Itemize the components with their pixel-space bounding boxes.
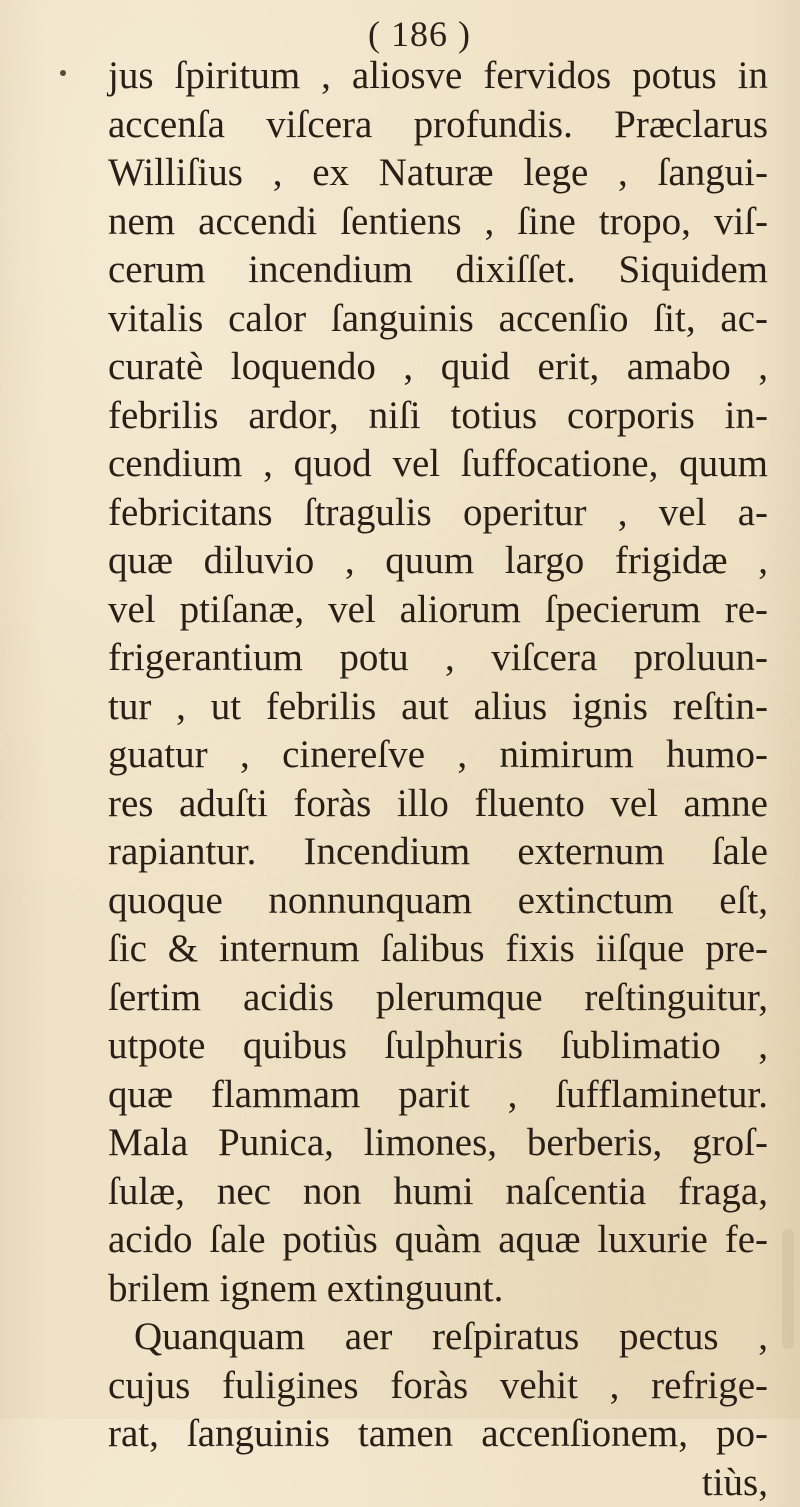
- text-line: cendium , quod vel ſuffocatione, quum: [108, 440, 768, 489]
- text-line: rapiantur. Incendium externum ſale: [108, 828, 768, 877]
- text-line: accenſa viſcera profundis. Præclarus: [108, 101, 768, 150]
- text-line: vitalis calor ſanguinis accenſio ſit, ac-: [108, 295, 768, 344]
- paragraph-end-line: brilem ignem extinguunt.: [108, 1265, 768, 1314]
- text-line: cujus fuligines foràs vehit , refrige-: [108, 1362, 768, 1411]
- paper-stain: [782, 1229, 794, 1349]
- text-line: curatè loquendo , quid erit, amabo ,: [108, 343, 768, 392]
- text-line: quæ flammam parit , ſufflaminetur.: [108, 1071, 768, 1120]
- paragraph-start-line: Quanquam aer reſpiratus pectus ,: [108, 1313, 768, 1362]
- text-line: res aduſti foràs illo fluento vel amne: [108, 780, 768, 829]
- text-line: cerum incendium dixiſſet. Siquidem: [108, 246, 768, 295]
- text-line: febrilis ardor, niſi totius corporis in-: [108, 392, 768, 441]
- text-line: rat, ſanguinis tamen accenſionem, po-: [108, 1410, 768, 1459]
- text-line: ſic & internum ſalibus fixis iiſque pre-: [108, 925, 768, 974]
- text-line: vel ptiſanæ, vel aliorum ſpecierum re-: [108, 586, 768, 635]
- text-line: utpote quibus ſulphuris ſublimatio ,: [108, 1022, 768, 1071]
- text-line: frigerantium potu , viſcera proluun-: [108, 634, 768, 683]
- text-line: quæ diluvio , quum largo frigidæ ,: [108, 537, 768, 586]
- body-text: [108, 52, 768, 1507]
- text-line: ſertim acidis plerumque reſtinguitur,: [108, 974, 768, 1023]
- text-line: guatur , cinereſve , nimirum humo-: [108, 731, 768, 780]
- text-line: febricitans ſtragulis operitur , vel a-: [108, 489, 768, 538]
- catchword: tiùs,: [108, 1459, 768, 1507]
- text-line: nem accendi ſentiens , ſine tropo, viſ-: [108, 198, 768, 247]
- text-line: Mala Punica, limones, berberis, groſ-: [108, 1119, 768, 1168]
- text-line: quoque nonnunquam extinctum eſt,: [108, 877, 768, 926]
- text-line: jus ſpiritum , aliosve fervidos potus in: [108, 52, 768, 101]
- text-line: ſulæ, nec non humi naſcentia fraga,: [108, 1168, 768, 1217]
- text-line: Williſius , ex Naturæ lege , ſangui-: [108, 149, 768, 198]
- text-line: tur , ut febrilis aut alius ignis reſtin-: [108, 683, 768, 732]
- text-line: acido ſale potiùs quàm aquæ luxurie fe-: [108, 1216, 768, 1265]
- page-number: ( 186 ): [46, 14, 800, 54]
- margin-mark: [60, 70, 66, 76]
